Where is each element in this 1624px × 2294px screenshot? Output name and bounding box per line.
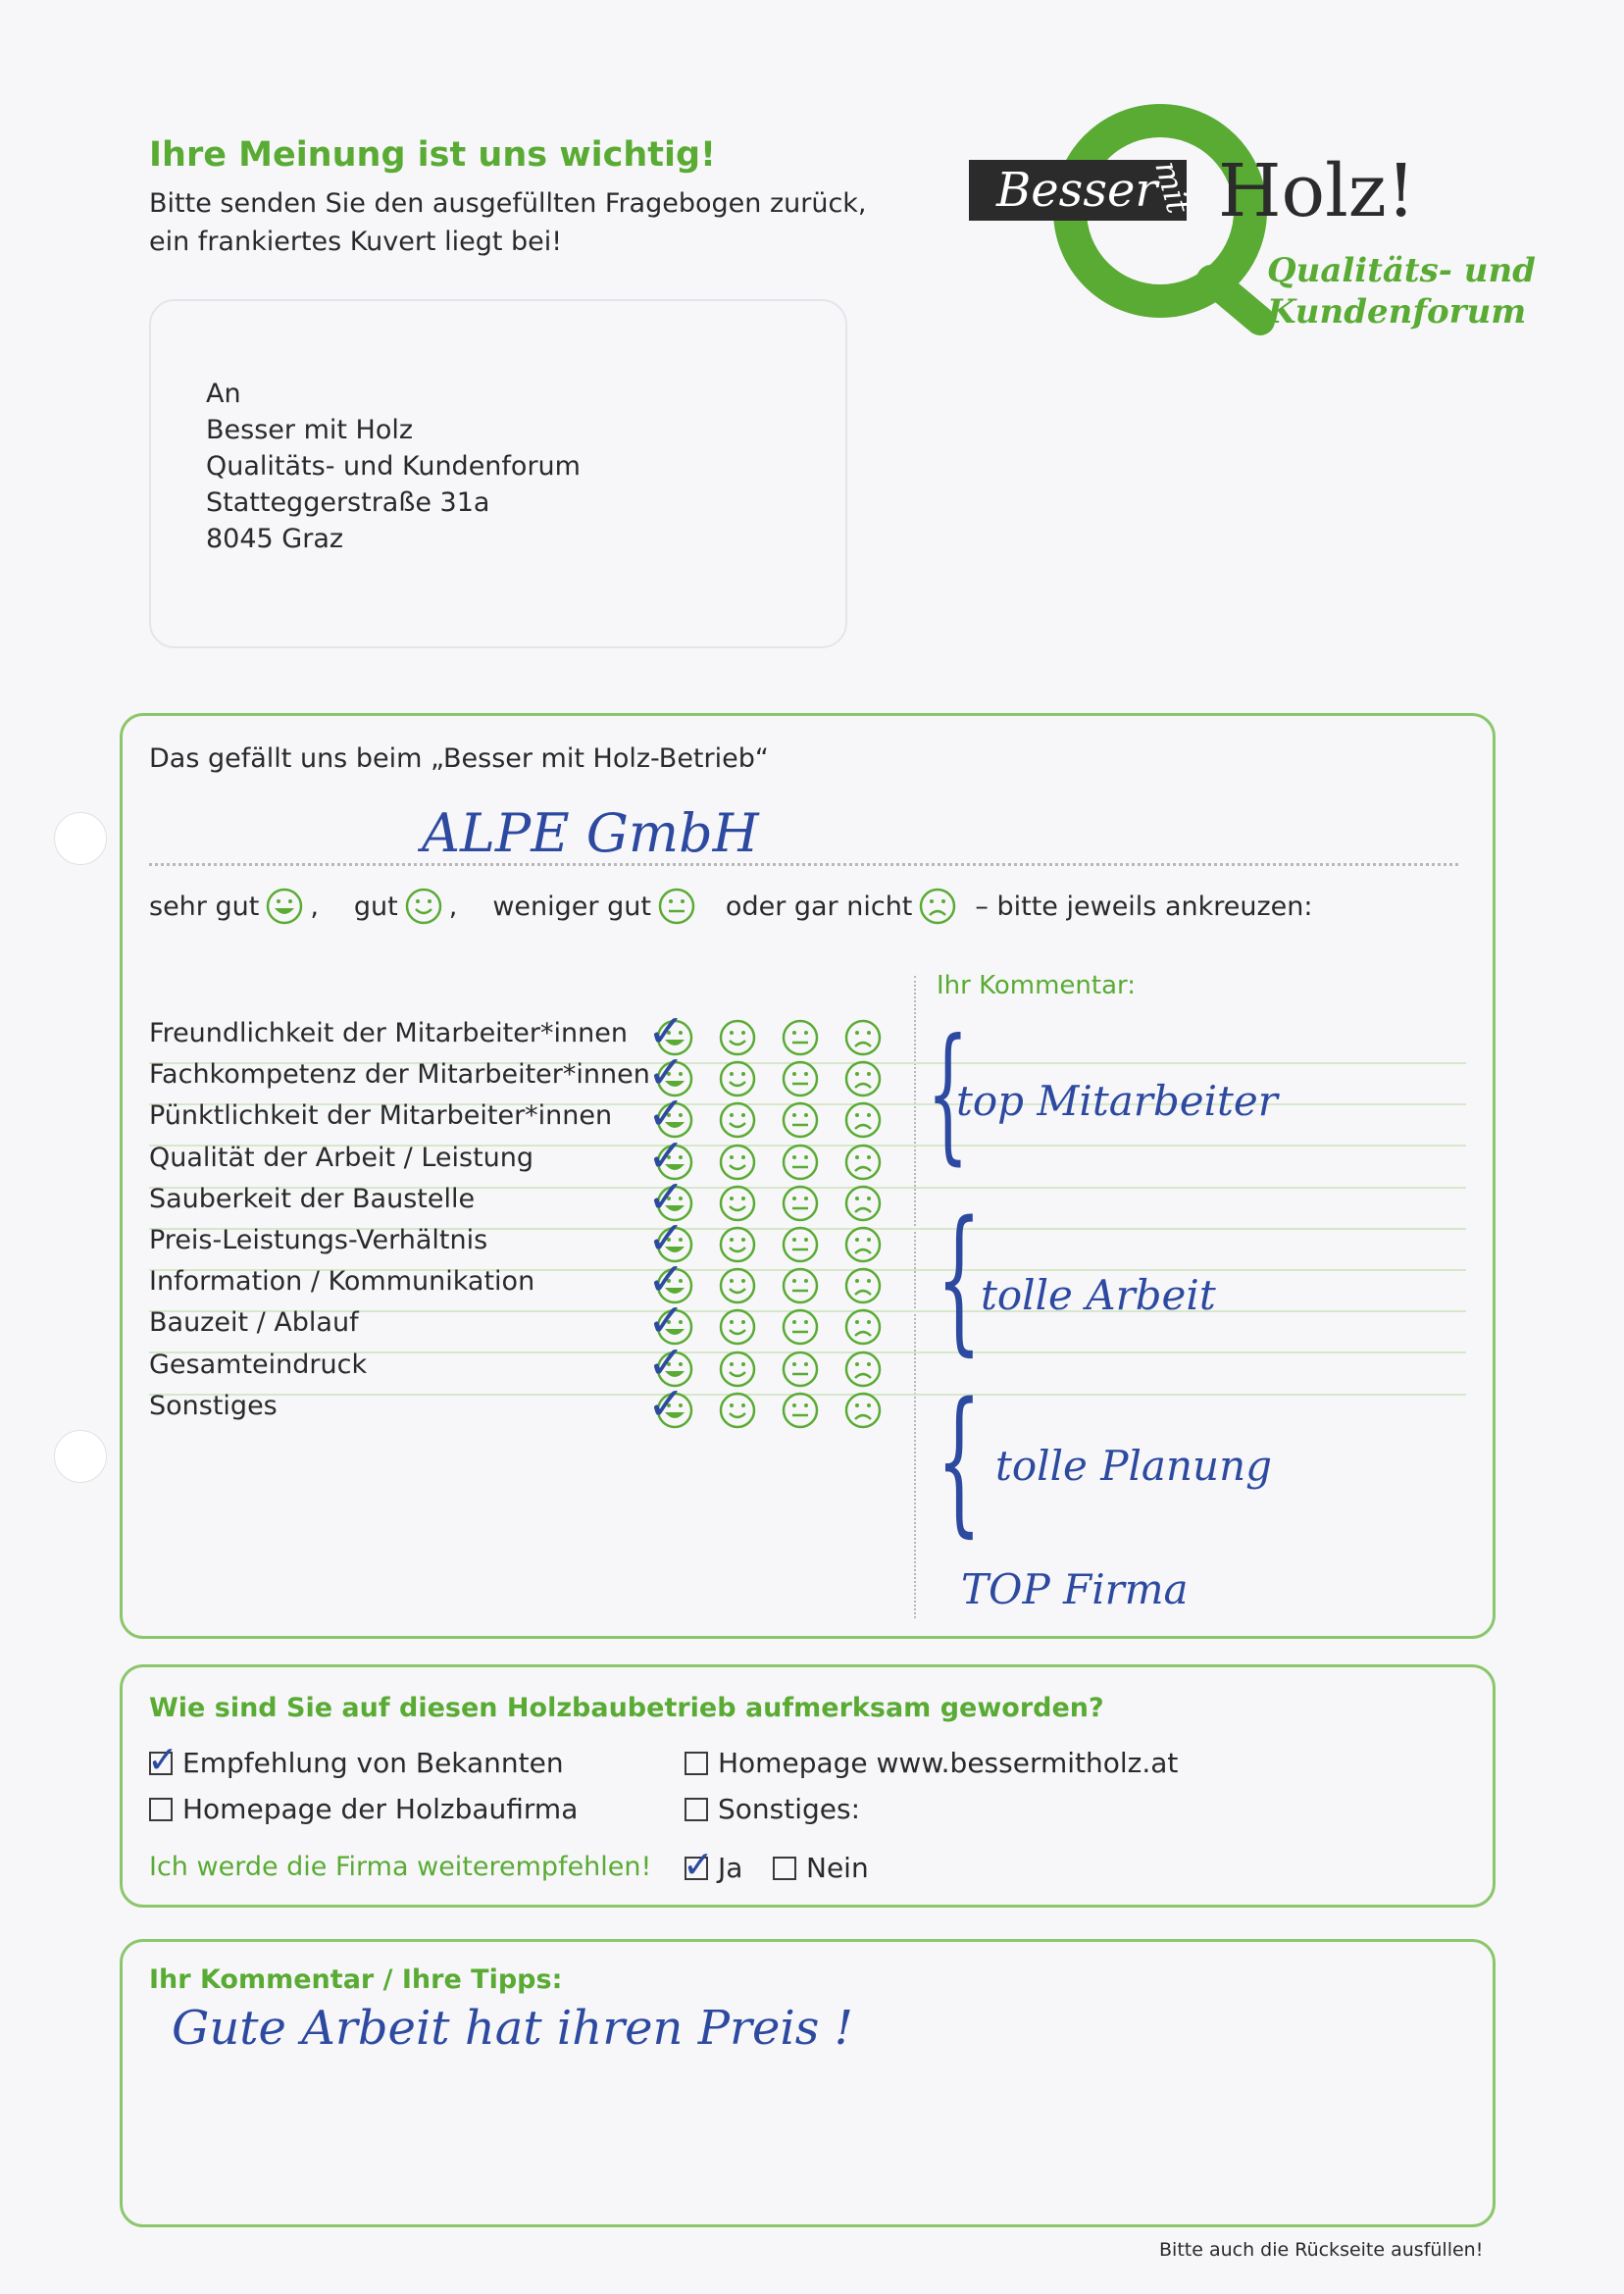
rating-row-faces bbox=[647, 1335, 883, 1389]
sad-face-icon[interactable] bbox=[843, 1225, 883, 1264]
neutral-face-icon[interactable] bbox=[781, 1059, 820, 1098]
check-mark-icon: ✓ bbox=[647, 1169, 685, 1223]
option-label: Sonstiges: bbox=[718, 1793, 861, 1825]
rating-row-label: Sauberkeit der Baustelle bbox=[149, 1183, 476, 1214]
rating-row-label: Qualität der Arbeit / Leistung bbox=[149, 1142, 534, 1173]
brace-group-3: { bbox=[937, 1368, 982, 1552]
good-face-icon[interactable] bbox=[718, 1059, 757, 1098]
header-instruction-line-1: Bitte senden Sie den ausgefüllten Fragebogen zurück, bbox=[149, 188, 867, 219]
neutral-face-icon[interactable] bbox=[781, 1391, 820, 1430]
check-mark-icon: ✓ bbox=[147, 1737, 178, 1781]
logo-holz-label: Holz! bbox=[1218, 149, 1416, 233]
neutral-face-icon[interactable] bbox=[781, 1350, 820, 1389]
punch-hole bbox=[54, 1430, 107, 1483]
very-good-face-icon bbox=[265, 887, 304, 926]
good-face-icon[interactable] bbox=[718, 1143, 757, 1182]
recommend-question: Ich werde die Firma weiterempfehlen! bbox=[149, 1852, 652, 1882]
header-instruction-line-2: ein frankiertes Kuvert liegt bei! bbox=[149, 227, 563, 257]
logo-mit-label: mit bbox=[1147, 157, 1197, 218]
check-mark-icon: ✓ bbox=[647, 1128, 685, 1182]
comment-group-2-handwritten: tolle Arbeit bbox=[981, 1271, 1216, 1319]
rating-row-label: Preis-Leistungs-Verhältnis bbox=[149, 1225, 488, 1255]
rating-row-label: Information / Kommunikation bbox=[149, 1266, 535, 1298]
sad-face-icon[interactable] bbox=[843, 1266, 883, 1305]
legend-very-good: sehr gut bbox=[149, 891, 260, 922]
option-other[interactable] bbox=[685, 1793, 860, 1825]
neutral-face-icon[interactable] bbox=[781, 1307, 820, 1347]
rating-row-label: Fachkompetenz der Mitarbeiter*innen bbox=[149, 1059, 650, 1091]
company-name-handwritten: ALPE GmbH bbox=[422, 802, 759, 864]
good-face-icon[interactable] bbox=[718, 1266, 757, 1305]
good-face-icon[interactable] bbox=[718, 1018, 757, 1057]
good-face-icon[interactable] bbox=[718, 1225, 757, 1264]
sad-face-icon[interactable] bbox=[843, 1100, 883, 1140]
sad-face-icon[interactable] bbox=[843, 1184, 883, 1223]
sad-face-icon[interactable] bbox=[843, 1143, 883, 1182]
option-homepage-bmh[interactable] bbox=[685, 1747, 1178, 1779]
checkbox[interactable] bbox=[149, 1798, 173, 1821]
no-label: Nein bbox=[806, 1852, 869, 1884]
rating-row-faces bbox=[647, 1045, 883, 1099]
option-label: Homepage www.bessermitholz.at bbox=[718, 1747, 1179, 1779]
good-face-icon[interactable] bbox=[718, 1350, 757, 1389]
comment-column-divider bbox=[914, 976, 916, 1618]
comment-heading: Ihr Kommentar / Ihre Tipps: bbox=[149, 1964, 563, 1995]
address-line: Besser mit Holz bbox=[206, 415, 414, 445]
brace-group-1: { bbox=[927, 1008, 969, 1179]
check-mark-icon: ✓ bbox=[647, 1045, 685, 1099]
legend-not-at-all: oder gar nicht bbox=[725, 891, 913, 922]
brace-group-2: { bbox=[937, 1187, 982, 1370]
rating-row-label: Pünktlichkeit der Mitarbeiter*innen bbox=[149, 1100, 613, 1132]
sad-face-icon[interactable] bbox=[843, 1307, 883, 1347]
option-label: Homepage der Holzbaufirma bbox=[182, 1793, 579, 1825]
check-mark-icon: ✓ bbox=[647, 1211, 685, 1264]
comment-group-1-handwritten: top Mitarbeiter bbox=[956, 1077, 1278, 1125]
legend-less-good: weniger gut bbox=[492, 891, 651, 922]
address-line: An bbox=[206, 379, 241, 409]
checkbox[interactable] bbox=[683, 1842, 714, 1886]
logo-besser-label: Besser bbox=[969, 160, 1187, 221]
check-mark-icon: ✓ bbox=[647, 1294, 685, 1348]
sad-face-icon[interactable] bbox=[843, 1391, 883, 1430]
check-mark-icon: ✓ bbox=[647, 1376, 685, 1430]
rating-row-faces bbox=[647, 1252, 883, 1306]
neutral-face-icon[interactable] bbox=[781, 1225, 820, 1264]
check-mark-icon: ✓ bbox=[647, 1335, 685, 1389]
rating-legend: sehr gut , gut , weniger gut oder gar nicht – bitte jeweils ankreuzen: bbox=[149, 887, 1312, 926]
very-good-face-icon[interactable] bbox=[647, 1376, 694, 1430]
good-face-icon[interactable] bbox=[718, 1307, 757, 1347]
good-face-icon[interactable] bbox=[718, 1391, 757, 1430]
comment-sonstiges-handwritten: TOP Firma bbox=[961, 1565, 1189, 1613]
option-label: Empfehlung von Bekannten bbox=[182, 1747, 564, 1779]
option-recommendation[interactable] bbox=[147, 1737, 564, 1781]
check-mark-icon: ✓ bbox=[683, 1842, 714, 1886]
comment-handwritten[interactable]: Gute Arbeit hat ihren Preis ! bbox=[172, 2001, 853, 2056]
source-heading: Wie sind Sie auf diesen Holzbaubetrieb aufmerksam geworden? bbox=[149, 1693, 1104, 1723]
footer-note: Bitte auch die Rückseite ausfüllen! bbox=[1159, 2239, 1484, 2261]
sad-face-icon[interactable] bbox=[843, 1018, 883, 1057]
neutral-face-icon bbox=[657, 887, 696, 926]
address-line: 8045 Graz bbox=[206, 524, 344, 554]
checkbox[interactable] bbox=[773, 1857, 796, 1880]
sad-face-icon bbox=[918, 887, 957, 926]
checkbox[interactable] bbox=[685, 1752, 708, 1775]
check-mark-icon: ✓ bbox=[647, 1004, 685, 1057]
sad-face-icon[interactable] bbox=[843, 1059, 883, 1098]
rating-row-label: Sonstiges bbox=[149, 1390, 278, 1421]
logo-subtitle-2: Kundenforum bbox=[1267, 292, 1527, 331]
yes-label: Ja bbox=[718, 1852, 743, 1884]
checkbox[interactable] bbox=[685, 1798, 708, 1821]
rating-row-faces bbox=[647, 1211, 883, 1264]
rating-row-faces bbox=[647, 1087, 883, 1141]
rating-row-label: Freundlichkeit der Mitarbeiter*innen bbox=[149, 1018, 628, 1048]
rating-row-faces bbox=[647, 1128, 883, 1182]
good-face-icon[interactable] bbox=[718, 1100, 757, 1140]
legend-instruction: – bitte jeweils ankreuzen: bbox=[975, 891, 1313, 922]
rating-row-faces bbox=[647, 1376, 883, 1430]
recommend-yes[interactable] bbox=[683, 1842, 743, 1886]
rating-row-faces bbox=[647, 1004, 883, 1057]
rating-row-faces bbox=[647, 1294, 883, 1348]
recommend-no[interactable] bbox=[773, 1852, 869, 1884]
page-title: Ihre Meinung ist uns wichtig! bbox=[149, 135, 717, 175]
rating-heading: Das gefällt uns beim „Besser mit Holz-Betrieb“ bbox=[149, 743, 769, 774]
rating-row-label: Gesamteindruck bbox=[149, 1349, 368, 1380]
logo-subtitle-1: Qualitäts- und bbox=[1267, 251, 1536, 290]
neutral-face-icon[interactable] bbox=[781, 1143, 820, 1182]
legend-good: gut bbox=[353, 891, 398, 922]
check-mark-icon: ✓ bbox=[647, 1252, 685, 1306]
comment-column-heading: Ihr Kommentar: bbox=[937, 971, 1137, 1000]
comment-group-3-handwritten: tolle Planung bbox=[995, 1442, 1273, 1490]
check-mark-icon: ✓ bbox=[647, 1087, 685, 1141]
option-homepage-company[interactable] bbox=[149, 1793, 578, 1825]
good-face-icon[interactable] bbox=[718, 1184, 757, 1223]
neutral-face-icon[interactable] bbox=[781, 1184, 820, 1223]
rating-row-label: Bauzeit / Ablauf bbox=[149, 1307, 359, 1339]
neutral-face-icon[interactable] bbox=[781, 1100, 820, 1140]
sad-face-icon[interactable] bbox=[843, 1350, 883, 1389]
good-face-icon bbox=[404, 887, 443, 926]
company-name-line[interactable] bbox=[149, 863, 1458, 866]
checkbox[interactable] bbox=[147, 1737, 178, 1781]
address-line: Statteggerstraße 31a bbox=[206, 487, 490, 518]
neutral-face-icon[interactable] bbox=[781, 1266, 820, 1305]
rating-row-faces bbox=[647, 1169, 883, 1223]
neutral-face-icon[interactable] bbox=[781, 1018, 820, 1057]
punch-hole bbox=[54, 812, 107, 865]
address-line: Qualitäts- und Kundenforum bbox=[206, 451, 581, 482]
